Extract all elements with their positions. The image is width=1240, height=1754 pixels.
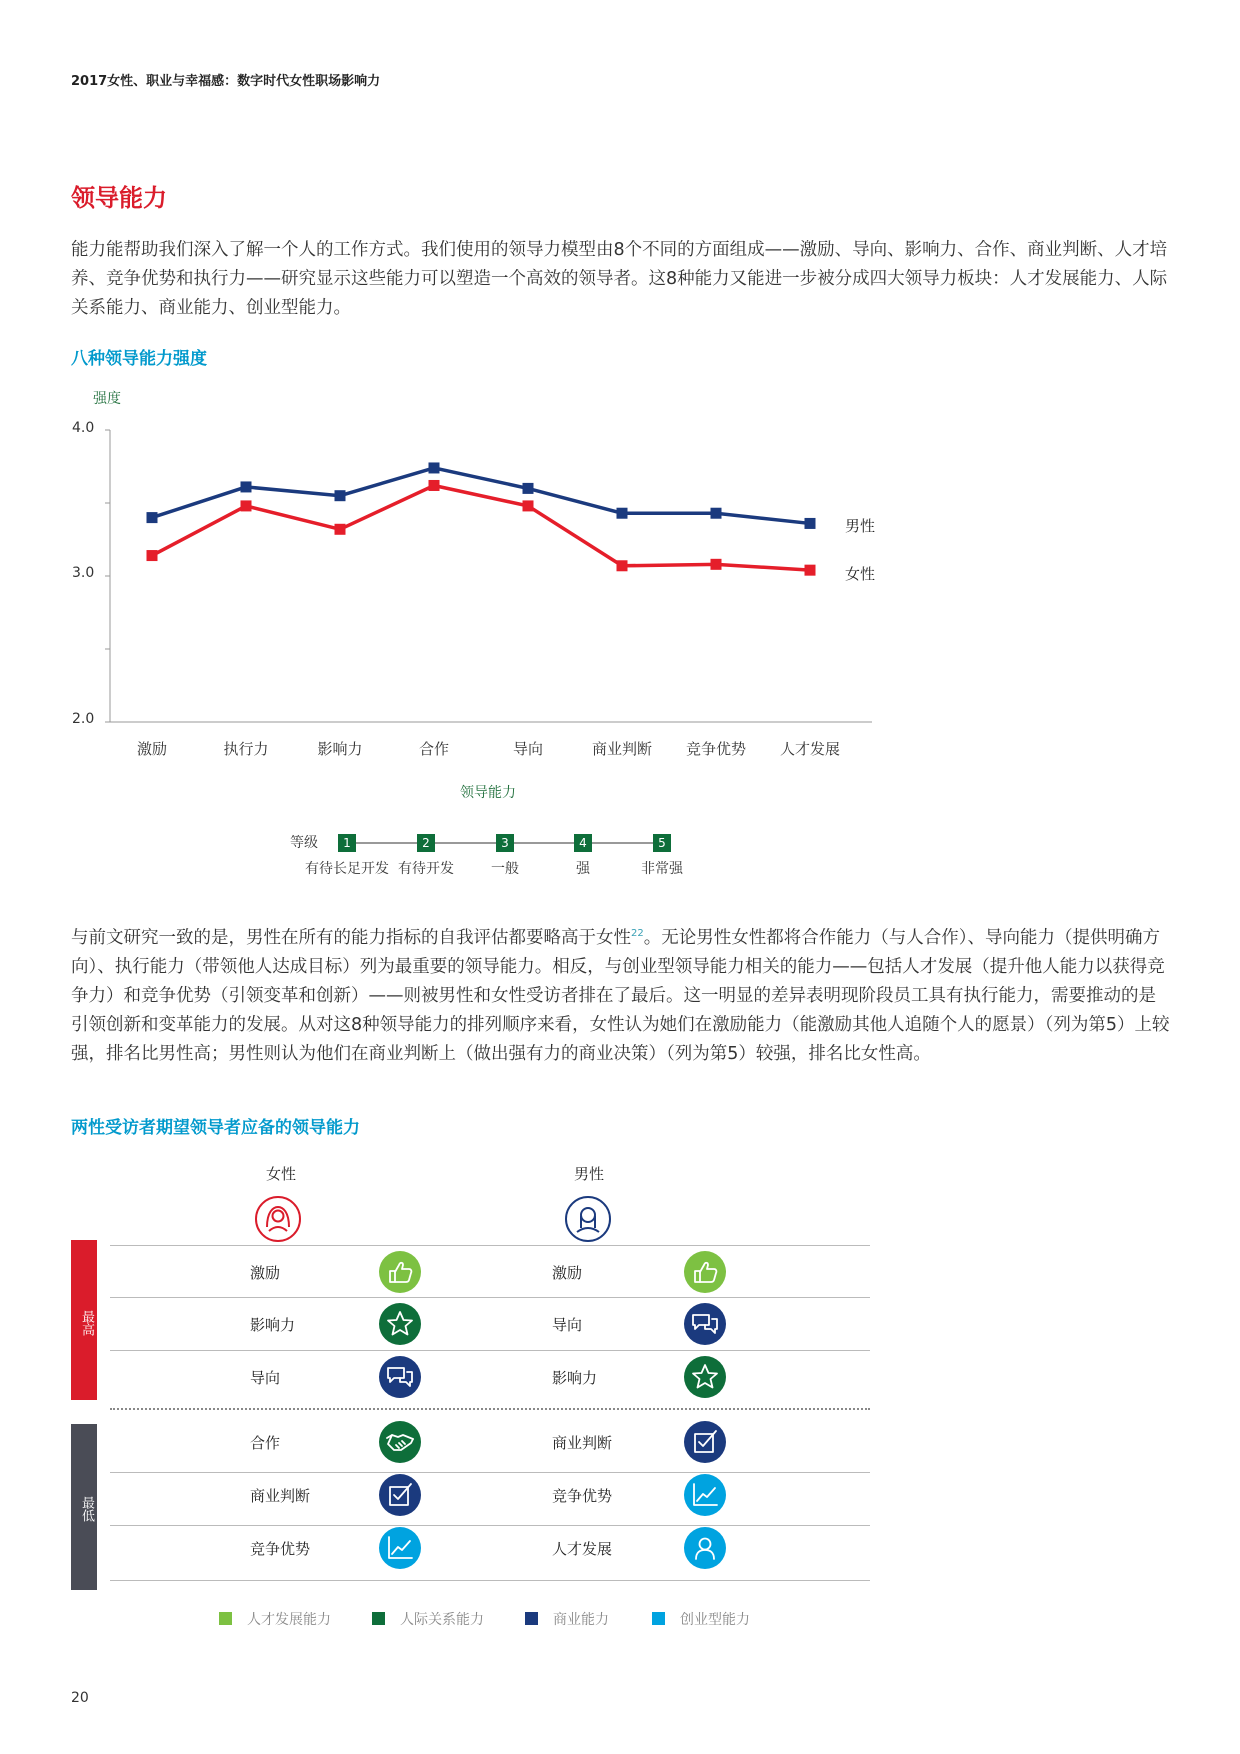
scale-level-label: 强 [576, 861, 590, 877]
data-point-male-4 [523, 483, 534, 494]
data-point-male-1 [241, 481, 252, 492]
male-rank-label: 竞争优势 [552, 1487, 613, 1505]
report-header: 2017女性、职业与幸福感：数字时代女性职场影响力 [71, 74, 381, 89]
series-label-female: 女性 [845, 565, 876, 583]
data-point-female-2 [335, 524, 346, 535]
x-category-label: 合作 [418, 740, 449, 758]
data-point-male-3 [429, 462, 440, 473]
x-category-label: 竞争优势 [685, 740, 746, 758]
legend-swatch [219, 1612, 232, 1625]
male-rank-label: 导向 [552, 1316, 583, 1334]
data-point-male-2 [335, 490, 346, 501]
trend-chart-icon [684, 1474, 726, 1516]
checkbox-icon [684, 1421, 726, 1463]
speech-bubbles-icon [379, 1356, 421, 1398]
row-divider [110, 1350, 870, 1351]
handshake-icon [379, 1421, 421, 1463]
scale-title: 等级 [290, 835, 318, 851]
scale-level-box: 4 [574, 834, 592, 852]
scale-level-label: 有待开发 [398, 861, 454, 877]
scale-level-box: 2 [417, 834, 435, 852]
chart1-title: 八种领导能力强度 [71, 349, 207, 369]
star-icon [684, 1356, 726, 1398]
female-rank-label: 竞争优势 [250, 1540, 311, 1558]
data-point-female-7 [805, 565, 816, 576]
trend-chart-icon [379, 1527, 421, 1569]
data-point-male-7 [805, 518, 816, 529]
leadership-line-chart [0, 0, 1240, 800]
x-category-label: 商业判断 [591, 740, 652, 758]
analysis-paragraph: 与前文研究一致的是，男性在所有的能力指标的自我评估都要略高于女性$^{22}$。无论男性女性都将合作能力（与人合作）、导向能力（提供明确方向）、执行能力（带领他人达成目标）列为最重要的领导能力。相反，与创业型领导能力相关的能力——包括人才发展（提升他人能力以获得竞争力）和竞争优势（引领变革和创新）——则被男性和女性受访者排在了最后。这一明显的差异表明现阶段员工具有执行能力，需要推动的是引领创新和变革能力的发展。从对这8种领导能力的排列顺序来看，女性认为她们在激励能力（能激励其他人追随个人的愿景）（列为第5）上较强，排名比男性高；男性则认为他们在商业判断上（做出强有力的商业决策）（列为第5）较强，排名比女性高。 [71, 927, 1170, 1064]
legend-swatch [372, 1612, 385, 1625]
star-icon [379, 1303, 421, 1345]
x-category-label: 执行力 [223, 740, 269, 758]
chart-y-axis-label: 强度 [93, 391, 121, 407]
data-point-female-5 [617, 560, 628, 571]
data-point-female-0 [147, 550, 158, 561]
scale-level-box: 1 [338, 834, 356, 852]
y-tick-3: 3.0 [72, 565, 95, 581]
data-point-male-6 [711, 508, 722, 519]
page-number: 20 [71, 1690, 89, 1706]
legend-swatch [525, 1612, 538, 1625]
intro-paragraph: 能力能帮助我们深入了解一个人的工作方式。我们使用的领导力模型由8个不同的方面组成——激励、导向、影响力、合作、商业判断、人才培养、竞争优势和执行力——研究显示这些能力可以塑造一个高效的领导者。这8种能力又能进一步被分成四大领导力板块：人才发展能力、人际关系能力、商业能力、创业型能力。 [71, 240, 1168, 318]
row-divider [110, 1297, 870, 1298]
male-icon [563, 1194, 613, 1244]
x-category-label: 影响力 [317, 740, 363, 758]
thumbs-up-icon [684, 1251, 726, 1293]
chart-x-axis-label: 领导能力 [460, 785, 516, 801]
female-header: 女性 [266, 1165, 297, 1183]
y-tick-2: 2.0 [72, 711, 95, 727]
data-point-female-1 [241, 500, 252, 511]
female-rank-label: 影响力 [250, 1316, 296, 1334]
female-rank-label: 导向 [250, 1369, 281, 1387]
legend-swatch [652, 1612, 665, 1625]
y-tick-4: 4.0 [72, 420, 95, 436]
data-point-male-5 [617, 508, 628, 519]
series-line-female [152, 485, 810, 570]
male-rank-label: 影响力 [552, 1369, 598, 1387]
scale-level-label: 有待长足开发 [305, 861, 389, 877]
female-rank-label: 合作 [250, 1434, 281, 1452]
row-divider [110, 1525, 870, 1526]
male-header: 男性 [574, 1165, 605, 1183]
lowest-label: 最低 [79, 1496, 94, 1522]
thumbs-up-icon [379, 1251, 421, 1293]
scale-level-label: 一般 [491, 861, 519, 877]
data-point-female-4 [523, 500, 534, 511]
row-divider [110, 1245, 870, 1246]
section-title: 领导能力 [71, 184, 167, 212]
legend-label: 人际关系能力 [400, 1612, 484, 1628]
female-rank-label: 商业判断 [250, 1487, 311, 1505]
speech-bubbles-icon [684, 1303, 726, 1345]
footnote-ref: 22 [631, 928, 644, 939]
person-icon [684, 1527, 726, 1569]
legend-label: 商业能力 [553, 1612, 609, 1628]
dotted-divider [110, 1408, 870, 1410]
male-rank-label: 人才发展 [552, 1540, 613, 1558]
male-rank-label: 激励 [552, 1264, 583, 1282]
scale-level-box: 5 [653, 834, 671, 852]
female-rank-label: 激励 [250, 1264, 281, 1282]
data-point-male-0 [147, 512, 158, 523]
chart2-title: 两性受访者期望领导者应备的领导能力 [71, 1118, 360, 1138]
male-rank-label: 商业判断 [552, 1434, 613, 1452]
data-point-female-6 [711, 559, 722, 570]
legend-label: 创业型能力 [680, 1612, 750, 1628]
female-icon [253, 1194, 303, 1244]
checkbox-icon [379, 1474, 421, 1516]
x-category-label: 人才发展 [779, 740, 840, 758]
scale-level-label: 非常强 [641, 861, 683, 877]
data-point-female-3 [429, 480, 440, 491]
highest-label: 最高 [79, 1310, 94, 1336]
scale-level-box: 3 [496, 834, 514, 852]
row-divider [110, 1580, 870, 1581]
x-category-label: 导向 [512, 740, 543, 758]
row-divider [110, 1472, 870, 1473]
legend-label: 人才发展能力 [247, 1612, 331, 1628]
x-category-label: 激励 [136, 740, 167, 758]
series-label-male: 男性 [845, 517, 876, 535]
